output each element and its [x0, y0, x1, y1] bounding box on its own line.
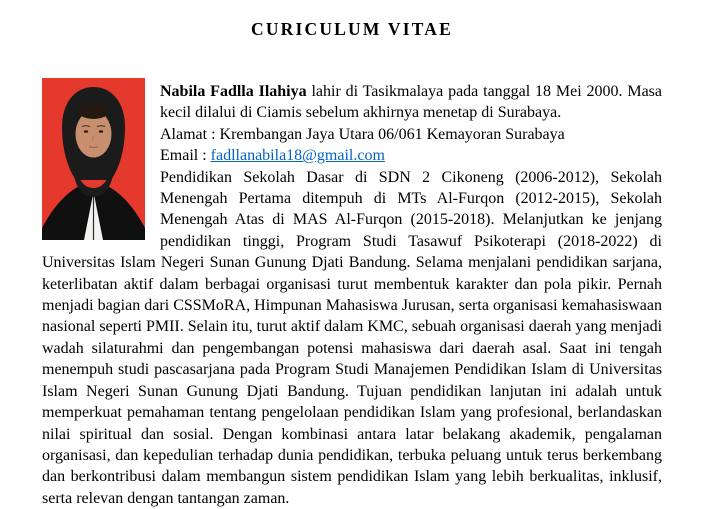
document-title: CURICULUM VITAE	[250, 19, 454, 39]
intro-text: lahir di Tasikmalaya pada tanggal 18 Mei 2000. Masa kecil dilalui di Ciamis sebelum akhirnya menetap di Surabaya.	[160, 83, 663, 122]
eye-left	[84, 130, 88, 133]
eye-right	[99, 130, 103, 133]
email-link[interactable]: fadllanabila18@gmail.com	[210, 147, 385, 165]
person-name: Nabila Fadlla Ilahiya	[160, 83, 307, 100]
bio-paragraph: Pendidikan Sekolah Dasar di SDN 2 Cikoneng (2006-2012), Sekolah Menengah Pertama ditempuh di MTs Al-Furqon (2012-2015), Sekolah Menengah Atas di MAS Al-Furqon (2015-2018). Melanjutkan ke jenjang pendidikan tinggi, Program Studi Tasawuf Psikoterapi (2018-2022) di Universitas Islam Negeri Sunan Gunung Djati Bandung. Selama menjalani pendidikan sarjana, keterlibatan aktif dalam berbagai organisasi turut membentuk karakter dan pola pikir. Pernah menjadi bagian dari CSSMoRA, Himpunan Mahasiswa Jurusan, serta organisasi kemahasiswaan nasional seperti PMII. Selain itu, turut aktif dalam KMC, sebuah organisasi daerah yang menjadi wadah silaturahmi dan pengembangan potensi mahasiswa dari daerah asal. Saat ini tengah menempuh studi pascasarjana pada Program Studi Manajemen Pendidikan Islam di Universitas Islam Negeri Sunan Gunung Djati Bandung. Tujuan pendidikan lanjutan ini adalah untuk memperkuat pemahaman tentang pengelolaan pendidikan Islam yang profesional, berlandaskan nilai spiritual dan sosial. Dengan kombinasi antara latar belakang akademik, pengalaman organisasi, dan kepedulian terhadap dunia pendidikan, terbuka peluang untuk terus berkembang dan berkontribusi dalam membangun sistem pendidikan Islam yang lebih berkualitas, inklusif, serta relevan dengan tantangan zaman.	[42, 168, 663, 507]
profile-photo	[42, 78, 145, 240]
email-label: Email :	[160, 147, 211, 165]
cv-body	[42, 81, 662, 509]
portrait-illustration	[42, 78, 145, 240]
address-label: Alamat :	[160, 125, 220, 143]
address-value: Krembangan Jaya Utara 06/061 Kemayoran Surabaya	[219, 125, 565, 143]
hair-fringe	[78, 104, 109, 119]
